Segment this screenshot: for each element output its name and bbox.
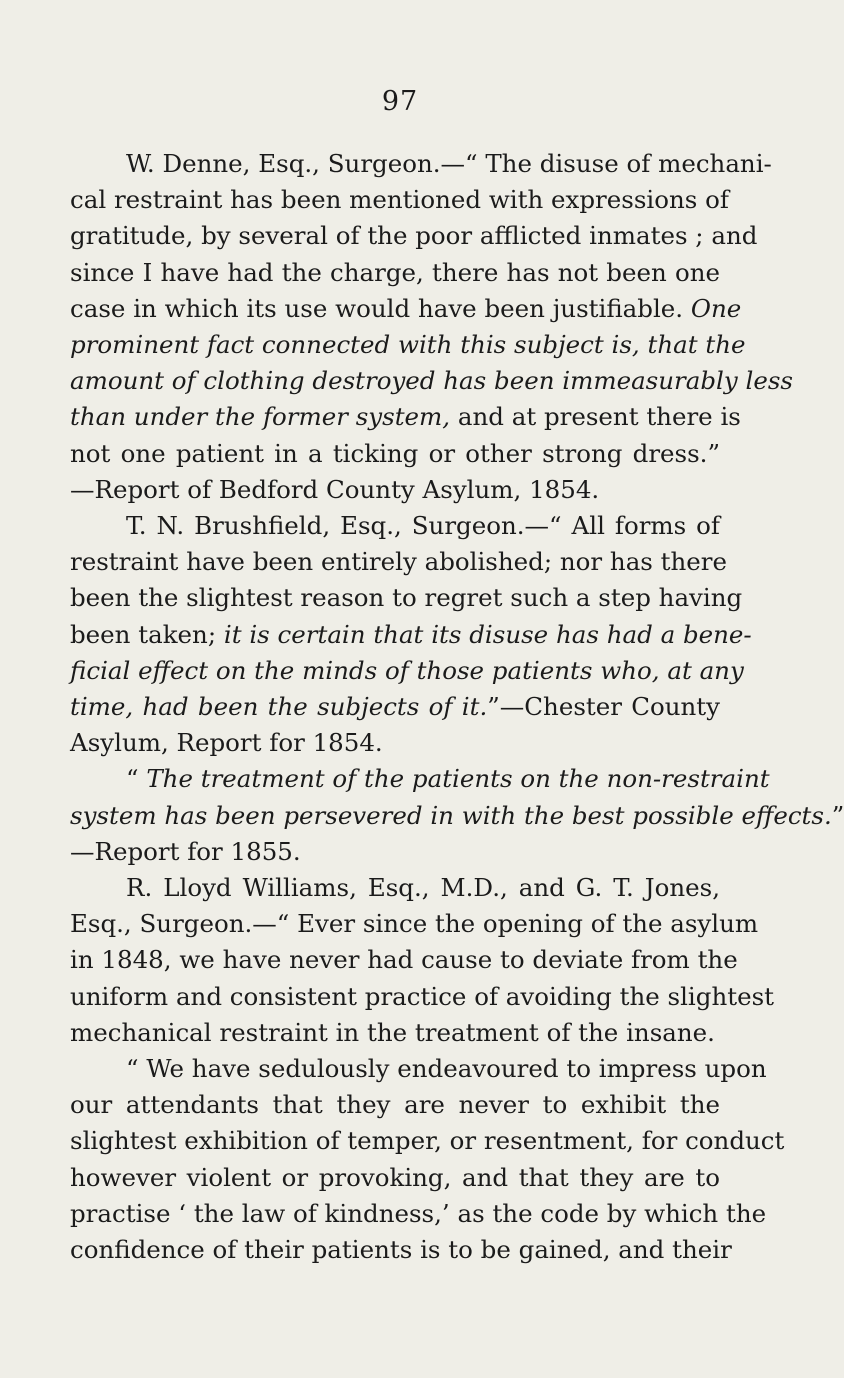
page-number: 97 (381, 86, 419, 117)
text-line (70, 834, 720, 870)
text-line (70, 798, 844, 834)
text-segment: cal restraint has been mentioned with expressions of (70, 185, 729, 215)
text-line (70, 146, 772, 182)
text-segment: “ (126, 764, 147, 794)
text-line (70, 979, 774, 1015)
text-segment: “ We have sedulously endeavoured to impress upon (126, 1054, 767, 1084)
text-line (70, 544, 727, 580)
text-segment: case in which its use would have been justifiable. (70, 293, 691, 323)
text-line (70, 218, 758, 254)
text-segment: however violent or provoking, and that they are to (70, 1162, 720, 1192)
italic-text: One (690, 293, 742, 323)
text-line (70, 1087, 720, 1123)
text-line (70, 1015, 720, 1051)
text-segment: —Report for 1855. (70, 836, 301, 866)
text-line (70, 870, 720, 906)
text-line (70, 399, 741, 435)
text-segment: since I have had the charge, there has not been one (70, 257, 720, 287)
italic-text: it is certain that its disuse has had a bene- (223, 619, 752, 649)
italic-text: ficial effect on the minds of those patients who, at any (70, 655, 744, 685)
text-line (70, 508, 720, 544)
text-line (70, 472, 720, 508)
italic-text: system has been persevered in with the best possible effects. (70, 800, 832, 830)
text-line (70, 255, 720, 291)
italic-text: The treatment of the patients on the non-restraint (146, 764, 770, 794)
text-segment: slightest exhibition of temper, or resentment, for conduct (70, 1126, 785, 1156)
text-segment: uniform and consistent practice of avoiding the slightest (70, 981, 774, 1011)
text-line (70, 1232, 732, 1268)
text-line (70, 291, 742, 327)
text-segment: not one patient in a ticking or other strong dress.” (70, 438, 720, 468)
text-line (70, 1123, 785, 1159)
text-segment: W. Denne, Esq., Surgeon.—“ The disuse of mechani- (126, 149, 772, 178)
text-line (70, 363, 793, 399)
text-segment: ” (831, 800, 844, 830)
text-segment: mechanical restraint in the treatment of the insane. (70, 1017, 715, 1047)
text-line (70, 689, 720, 725)
text-segment: gratitude, by several of the poor afflicted inmates ; and (70, 221, 758, 251)
italic-text: amount of clothing destroyed has been immeasurably less (70, 366, 793, 396)
body-text (70, 146, 844, 1268)
text-line (70, 436, 720, 472)
text-segment: practise ‘ the law of kindness,’ as the code by which the (70, 1198, 767, 1228)
italic-text: than under the former system, (70, 402, 451, 432)
text-line (70, 580, 743, 616)
text-line (70, 1051, 767, 1087)
text-line (70, 617, 752, 653)
text-line (70, 1196, 767, 1232)
text-line (70, 1160, 720, 1196)
text-segment: Asylum, Report for 1854. (70, 728, 383, 758)
text-segment: in 1848, we have never had cause to deviate from the (70, 945, 738, 975)
text-segment: T. N. Brushfield, Esq., Surgeon.—“ All forms of (126, 511, 720, 541)
text-line (70, 653, 744, 689)
text-segment: ”—Chester County (487, 692, 720, 722)
text-line (70, 906, 759, 942)
text-segment: Esq., Surgeon.—“ Ever since the opening of the asylum (70, 909, 759, 939)
text-line (70, 327, 746, 363)
text-line (70, 182, 729, 218)
text-segment: R. Lloyd Williams, Esq., M.D., and G. T. Jones, (126, 873, 720, 903)
text-segment: been taken; (70, 619, 224, 649)
text-segment: been the slightest reason to regret such a step having (70, 583, 743, 613)
text-segment: and at present there is (450, 402, 741, 432)
text-line (70, 761, 770, 797)
text-segment: confidence of their patients is to be gained, and their (70, 1235, 732, 1265)
text-line (70, 942, 738, 978)
text-segment: —Report of Bedford County Asylum, 1854. (70, 474, 600, 504)
italic-text: time, had been the subjects of it. (70, 692, 488, 722)
text-segment: our attendants that they are never to exhibit the (70, 1090, 720, 1120)
text-segment: restraint have been entirely abolished; nor has there (70, 547, 727, 577)
italic-text: prominent fact connected with this subject is, that the (70, 330, 746, 360)
text-line (70, 725, 720, 761)
